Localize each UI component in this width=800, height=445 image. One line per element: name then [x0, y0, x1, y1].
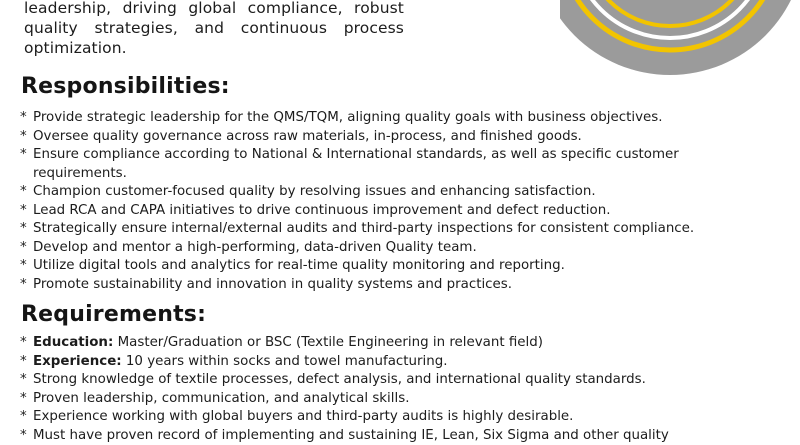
requirements-heading: Requirements:	[21, 302, 207, 327]
list-item	[20, 146, 790, 183]
list-item	[20, 276, 790, 295]
list-item	[20, 109, 790, 128]
list-item-text: Strong knowledge of textile processes, defect analysis, and international quality standards.	[33, 372, 646, 387]
bullet-icon: *	[20, 427, 27, 443]
education-label: Education:	[33, 335, 114, 350]
bullet-icon: *	[20, 202, 27, 218]
bullet-icon: *	[20, 276, 27, 292]
bullet-icon: *	[20, 409, 27, 424]
intro-line: leadership, driving global compliance, robust	[24, 0, 404, 17]
requirements-list	[20, 334, 790, 445]
responsibilities-list	[20, 109, 790, 294]
list-item-text: Utilize digital tools and analytics for real-time quality monitoring and reporting.	[33, 258, 565, 273]
list-item-text: Proven leadership, communication, and analytical skills.	[33, 390, 410, 406]
bullet-icon: *	[20, 353, 27, 369]
responsibilities-heading: Responsibilities:	[21, 74, 230, 99]
list-item-text: Promote sustainability and innovation in quality systems and practices.	[33, 276, 512, 292]
list-item	[20, 371, 790, 390]
list-item-text: Experience working with global buyers and third-party audits is highly desirable.	[33, 409, 574, 424]
list-item	[20, 202, 790, 221]
list-item-text: Oversee quality governance across raw materials, in-process, and finished goods.	[33, 128, 582, 144]
list-item	[20, 239, 790, 258]
education-value: Master/Graduation or BSC (Textile Engineering in relevant field)	[113, 335, 543, 350]
bullet-icon: *	[20, 184, 27, 199]
list-item-text: Provide strategic leadership for the QMS/TQM, aligning quality goals with business objectives.	[33, 110, 663, 125]
list-item-text: Lead RCA and CAPA initiatives to drive continuous improvement and defect reduction.	[33, 202, 611, 218]
list-item-text: Must have proven record of implementing and sustaining IE, Lean, Six Sigma and other quality	[33, 427, 669, 443]
bullet-icon: *	[20, 390, 27, 406]
bullet-icon: *	[20, 110, 27, 125]
list-item	[20, 427, 790, 445]
list-item	[20, 220, 790, 239]
intro-line: optimization.	[24, 39, 127, 57]
list-item-education	[20, 334, 790, 353]
list-item	[20, 257, 790, 276]
list-item-text: Develop and mentor a high-performing, data-driven Quality team.	[33, 239, 477, 255]
bullet-icon: *	[20, 147, 27, 162]
intro-line: quality strategies, and continuous process	[24, 19, 404, 37]
list-item-experience	[20, 353, 790, 372]
list-item	[20, 408, 790, 427]
list-item-text: Ensure compliance according to National & International standards, as well as specific customer requirements.	[33, 147, 679, 181]
list-item-text: Strategically ensure internal/external audits and third-party inspections for consistent compliance.	[33, 221, 695, 236]
list-item	[20, 390, 790, 409]
decorative-circle-graphic	[560, 0, 800, 95]
bullet-icon: *	[20, 258, 27, 273]
bullet-icon: *	[20, 128, 27, 144]
bullet-icon: *	[20, 335, 27, 350]
list-item-text: Champion customer-focused quality by resolving issues and enhancing satisfaction.	[33, 184, 596, 199]
experience-label: Experience:	[33, 353, 122, 369]
experience-value: 10 years within socks and towel manufacturing.	[121, 353, 448, 369]
bullet-icon: *	[20, 372, 27, 387]
bullet-icon: *	[20, 239, 27, 255]
list-item	[20, 128, 790, 147]
list-item	[20, 183, 790, 202]
intro-paragraph	[24, 0, 404, 58]
bullet-icon: *	[20, 221, 27, 236]
